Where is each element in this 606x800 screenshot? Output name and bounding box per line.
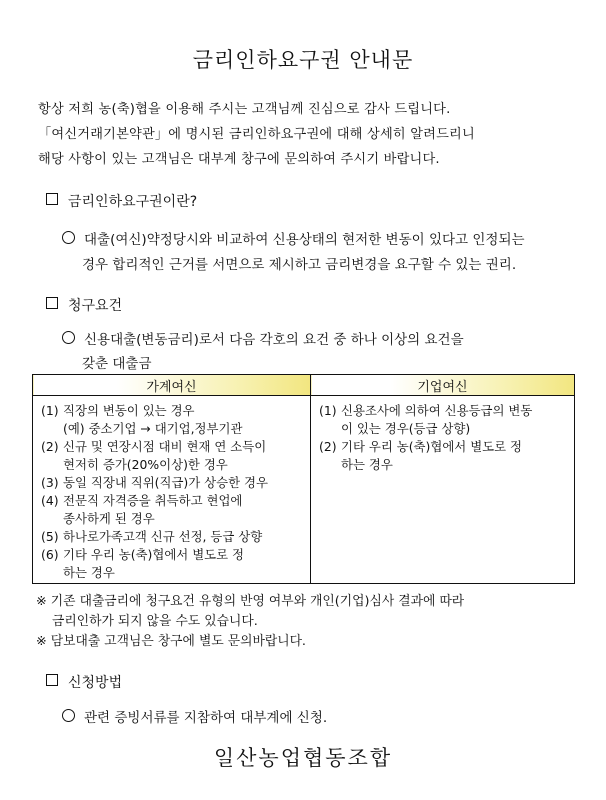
definition-line-1: [62, 228, 525, 248]
section-heading-application: [46, 672, 122, 692]
list-item: (2) 신규 및 연장시점 대비 현재 연 소득이 현저히 증가(20%이상)한 경우: [41, 439, 267, 472]
intro-line-1: 항상 저희 농(축)협을 이용해 주시는 고객님께 진심으로 감사 드립니다.: [38, 102, 451, 117]
application-line-1: [62, 706, 327, 726]
household-loan-conditions: [33, 396, 311, 584]
corporate-loan-conditions: [311, 396, 575, 584]
list-item: (2) 기타 우리 농(축)협에서 별도로 정 하는 경우: [319, 439, 523, 472]
intro-line-3: 해당 사항이 있는 고객님은 대부계 창구에 문의하여 주시기 바랍니다.: [38, 152, 440, 167]
checkbox-square-icon: [46, 193, 58, 205]
section-heading-text: 금리인하요구권이란?: [68, 194, 198, 210]
list-item: (3) 동일 직장내 직위(직급)가 상승한 경우: [41, 475, 268, 490]
list-item: (1) 신용조사에 의하여 신용등급의 변동 이 있는 경우(등급 상향): [319, 403, 533, 436]
application-text: 관련 증빙서류를 지참하여 대부계에 신청.: [84, 710, 328, 726]
table-header-household: 가계여신: [33, 375, 311, 396]
requirements-table: [32, 374, 575, 584]
page-title: 금리인하요구권 안내문: [192, 48, 414, 72]
note-2: ※ 담보대출 고객님은 창구에 별도 문의바랍니다.: [36, 634, 307, 649]
circle-bullet-icon: [62, 709, 75, 722]
circle-bullet-icon: [62, 231, 75, 244]
checkbox-square-icon: [46, 674, 58, 686]
requirements-text: 신용대출(변동금리)로서 다음 각호의 요건 중 하나 이상의 요건을: [84, 332, 464, 348]
checkbox-square-icon: [46, 297, 58, 309]
requirements-line-2: 갖춘 대출금: [82, 356, 152, 372]
note-1-line-1: ※ 기존 대출금리에 청구요건 유형의 반영 여부와 개인(기업)심사 결과에 따라: [36, 594, 465, 609]
note-1-line-2: 금리인하가 되지 않을 수도 있습니다.: [52, 614, 258, 629]
section-heading-requirements: [46, 295, 122, 315]
issuer-name: 일산농업협동조합: [213, 746, 393, 770]
list-item: (4) 전문직 자격증을 취득하고 현업에 종사하게 된 경우: [41, 493, 243, 526]
section-heading-definition: [46, 191, 197, 211]
requirements-line-1: [62, 328, 464, 348]
list-item: (6) 기타 우리 농(축)협에서 별도로 정 하는 경우: [41, 547, 245, 580]
table-header-corporate: 기업여신: [311, 375, 575, 396]
list-item: (5) 하나로가족고객 신규 선정, 등급 상향: [41, 529, 263, 544]
section-heading-text: 청구요건: [68, 298, 123, 314]
circle-bullet-icon: [62, 331, 75, 344]
definition-line-2: 경우 합리적인 근거를 서면으로 제시하고 금리변경을 요구할 수 있는 권리.: [82, 257, 517, 273]
definition-text: 대출(여신)약정당시와 비교하여 신용상태의 현저한 변동이 있다고 인정되는: [84, 232, 525, 248]
section-heading-text: 신청방법: [68, 675, 123, 691]
intro-line-2: 「여신거래기본약관」에 명시된 금리인하요구권에 대해 상세히 알려드리니: [38, 127, 475, 142]
list-item: (1) 직장의 변동이 있는 경우 (예) 중소기업 → 대기업,정부기관: [41, 403, 243, 436]
